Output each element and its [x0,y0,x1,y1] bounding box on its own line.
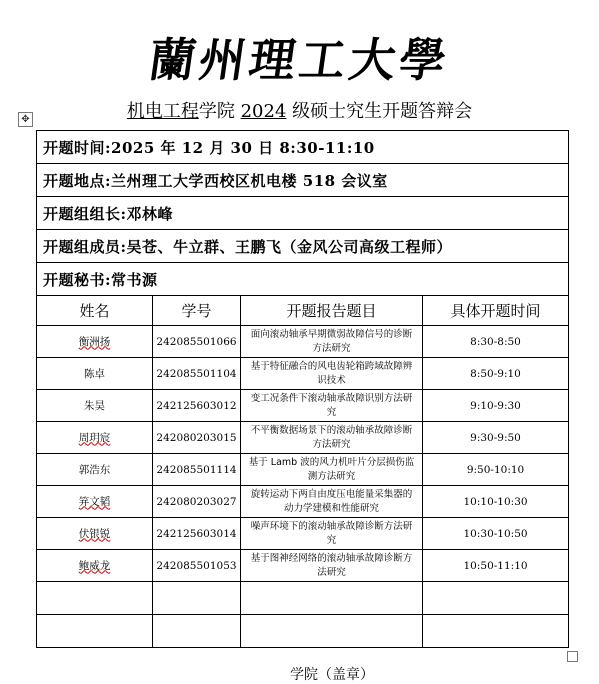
table-row [37,518,569,550]
topic: 噪声环境下的滚动轴承故障诊断方法研究 [241,518,423,550]
header-topic: 开题报告题目 [241,296,423,326]
student-id: 242085501104 [153,358,241,390]
defense-time: 9:50-10:10 [423,454,569,486]
student-name: 衡洲扬 [78,335,111,348]
title-suffix: 级硕士究生开题答辩会 [286,101,473,122]
defense-time: 10:30-10:50 [423,518,569,550]
topic: 不平衡数据场景下的滚动轴承故障诊断方法研究 [241,422,423,454]
header-time: 具体开题时间 [423,296,569,326]
empty-row [37,615,569,648]
defense-time: 9:30-9:50 [423,422,569,454]
topic: 面向滚动轴承早期微弱故障信号的诊断方法研究 [241,326,423,358]
table-row [37,390,569,422]
topic: 基于 Lamb 波的风力机叶片分层损伤监测方法研究 [241,454,423,486]
footer-seal-text: 学院（盖章） [290,667,374,683]
table-row [37,550,569,582]
student-id: 242085501066 [153,326,241,358]
title-year: 2024 [240,101,287,122]
defense-time: 10:10-10:30 [423,486,569,518]
topic: 基于特征融合的风电齿轮箱跨域故障辨识技术 [241,358,423,390]
topic: 变工况条件下滚动轴承故障识别方法研究 [241,390,423,422]
defense-time: 9:10-9:30 [423,390,569,422]
student-id: 242125603012 [153,390,241,422]
title-prefix: 机电工程 [126,101,199,122]
student-id: 242125603014 [153,518,241,550]
document-title [0,100,599,124]
info-secretary: 开题秘书:常书源 [37,263,569,296]
student-id: 242080203015 [153,422,241,454]
topic: 基于图神经网络的滚动轴承故障诊断方法研究 [241,550,423,582]
student-name: 鲍威龙 [78,559,111,572]
student-name: 笄文韬 [78,495,111,508]
empty-row [37,582,569,615]
table-row [37,486,569,518]
table-row [37,358,569,390]
table-move-handle-icon[interactable]: ✥ [18,112,33,127]
header-student-id: 学号 [153,296,241,326]
defense-time: 10:50-11:10 [423,550,569,582]
info-time: 开题时间:2025 年 12 月 30 日 8:30-11:10 [37,131,569,164]
info-leader: 开题组组长:邓林峰 [37,197,569,230]
info-members: 开题组成员:吴苍、牛立群、王鹏飞（金风公司高级工程师） [37,230,569,263]
student-id: 242080203027 [153,486,241,518]
student-name: 郭浩东 [37,454,153,486]
defense-time: 8:30-8:50 [423,326,569,358]
table-resize-handle[interactable] [567,651,578,662]
table-row [37,422,569,454]
topic: 旋转运动下两自由度压电能量采集器的动力学建模和性能研究 [241,486,423,518]
table-row [37,454,569,486]
info-location: 开题地点:兰州理工大学西校区机电楼 518 会议室 [37,164,569,197]
university-logo: 蘭州理工大學 [145,33,454,87]
student-id: 242085501114 [153,454,241,486]
student-name: 周玥宸 [78,431,111,444]
defense-time: 8:50-9:10 [423,358,569,390]
defense-schedule-table [36,130,569,648]
student-name: 伏银锐 [78,527,111,540]
title-mid: 学院 [198,101,241,122]
table-row [37,326,569,358]
header-name: 姓名 [37,296,153,326]
student-id: 242085501053 [153,550,241,582]
student-name: 陈卓 [37,358,153,390]
student-name: 朱昊 [37,390,153,422]
